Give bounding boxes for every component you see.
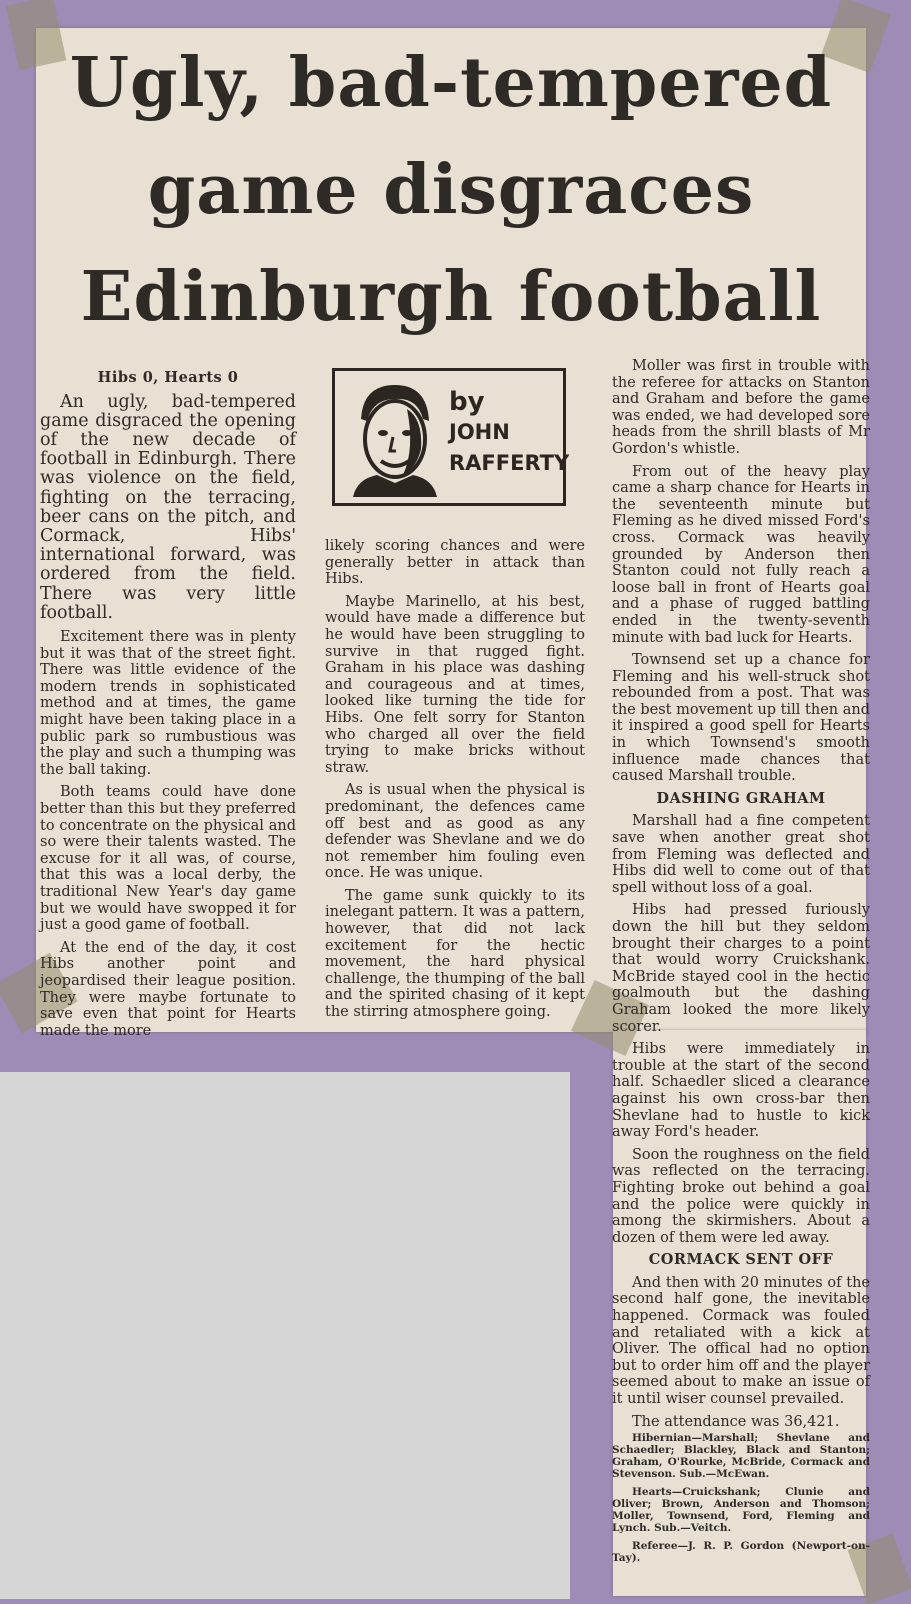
paragraph: Hibs had pressed furiously down the hill but they seldom brought their charges to a point that would worry Cruickshank. McBride stayed cool in the hectic goalmouth but the dashing Graham looked the more likely scorer. xyxy=(612,902,870,1035)
paragraph: Excitement there was in plenty but it was that of the street fight. There was little evidence of the modern trends in sophisticated method and at times, the game might have been taking place in a public park so rumbustious was the play and such a thumping was the ball taking. xyxy=(40,629,296,778)
referee-line: Referee—J. R. P. Gordon (Newport-on-Tay). xyxy=(612,1540,870,1565)
hearts-lineup: Hearts—Cruickshank; Clunie and Oliver; Brown, Anderson and Thomson; Moller, Townsend, Ford, Fleming and Lynch. Sub.—Veitch. xyxy=(612,1486,870,1535)
paragraph: Townsend set up a chance for Fleming and his well-struck shot rebounded from a post. That was the best movement up till then and it inspired a good spell for Hearts in which Townsend's smooth influence made chances that caused Marshall trouble. xyxy=(612,652,870,785)
headline-line-1: Ugly, bad-tempered xyxy=(69,43,833,123)
byline-last-name: RAFFERTY xyxy=(449,451,570,475)
article-column-1 xyxy=(40,366,296,1045)
blank-grey-area xyxy=(0,1072,570,1599)
headline xyxy=(40,30,862,351)
author-portrait-icon xyxy=(343,379,443,497)
paragraph: Both teams could have done better than this but they preferred to concentrate on the physical and so were their talents wasted. The excuse for it all was, of course, that this was a local derby, the traditional New Year's day game but we would have swopped it for just a good game of football. xyxy=(40,784,296,934)
article-column-2 xyxy=(325,538,585,1027)
headline-line-2: game disgraces xyxy=(147,150,755,230)
article-column-3 xyxy=(612,358,870,1570)
paragraph: Maybe Marinello, at his best, would have made a difference but he would have been struggling to survive in that rugged fight. Graham in his place was dashing and courageous and at times, looked like turning the tide for Hibs. One felt sorry for Stanton who charged all over the field trying to make bricks without straw. xyxy=(325,593,585,776)
paragraph: Soon the roughness on the field was reflected on the terracing. Fighting broke out behind a goal and the police were quickly in among the skirmishers. About a dozen of them were led away. xyxy=(612,1146,870,1246)
attendance-line: The attendance was 36,421. xyxy=(632,1413,840,1430)
paragraph: Hibs were immediately in trouble at the start of the second half. Schaedler sliced a clearance against his own cross-bar then Shevlane had to hustle to kick away Ford's header. xyxy=(612,1041,870,1141)
headline-line-3: Edinburgh football xyxy=(80,257,822,337)
byline-first-name: JOHN xyxy=(449,420,510,444)
score-line: Hibs 0, Hearts 0 xyxy=(97,369,239,386)
paragraph: From out of the heavy play came a sharp chance for Hearts in the seventeenth minute but Fleming as he dived missed Ford's cross. Cormack was heavily grounded by Anderson then Stanton could not fully reach a loose ball in front of Hearts goal and a phase of rugged battling ended in the twenty-seventh minute with bad luck for Hearts. xyxy=(612,463,870,646)
paragraph: Moller was first in trouble with the referee for attacks on Stanton and Graham and before the game was ended, we had developed sore heads from the shrill blasts of Mr Gordon's whistle. xyxy=(612,358,870,457)
subheading-dashing-graham: DASHING GRAHAM xyxy=(656,789,826,807)
byline-box xyxy=(332,368,570,506)
paragraph: As is usual when the physical is predominant, the defences came off best and as good as any defender was Shevlane and we do not remember him fouling even once. He was unique. xyxy=(325,782,585,882)
paragraph: And then with 20 minutes of the second half gone, the inevitable happened. Cormack was fouled and retaliated with a kick at Oliver. The offical had no option but to order him off and the player seemed about to make an issue of it until wiser counsel prevailed. xyxy=(612,1274,870,1408)
paragraph: The game sunk quickly to its inelegant pattern. It was a pattern, however, that did not lack excitement for the hectic movement, the hard physical challenge, the thumping of the ball and the spirited chasing of it kept the stirring atmosphere going. xyxy=(325,887,585,1021)
paragraph: Marshall had a fine competent save when another great shot from Fleming was deflected and Hibs did well to come out of that spell without loss of a goal. xyxy=(612,813,870,896)
hibernian-lineup: Hibernian—Marshall; Shevlane and Schaedler; Blackley, Black and Stanton; Graham, O'Rourke, McBride, Cormack and Stevenson. Sub.—McEwan. xyxy=(612,1432,870,1481)
byline-by: by xyxy=(449,387,485,417)
byline-text xyxy=(449,387,569,479)
lede-paragraph: An ugly, bad-tempered game disgraced the opening of the new decade of football in Edinburgh. There was violence on the field, fighting on the terracing, beer cans on the pitch, and Cormack, Hibs' international forward, was ordered from the field. There was very little football. xyxy=(40,391,296,623)
subheading-cormack-sent-off: CORMACK SENT OFF xyxy=(648,1251,834,1269)
paragraph: likely scoring chances and were generally better in attack than Hibs. xyxy=(325,538,585,588)
paragraph: At the end of the day, it cost Hibs another point and jeopardised their league position. They were maybe fortunate to save even that point for Hearts made the more xyxy=(40,939,296,1039)
